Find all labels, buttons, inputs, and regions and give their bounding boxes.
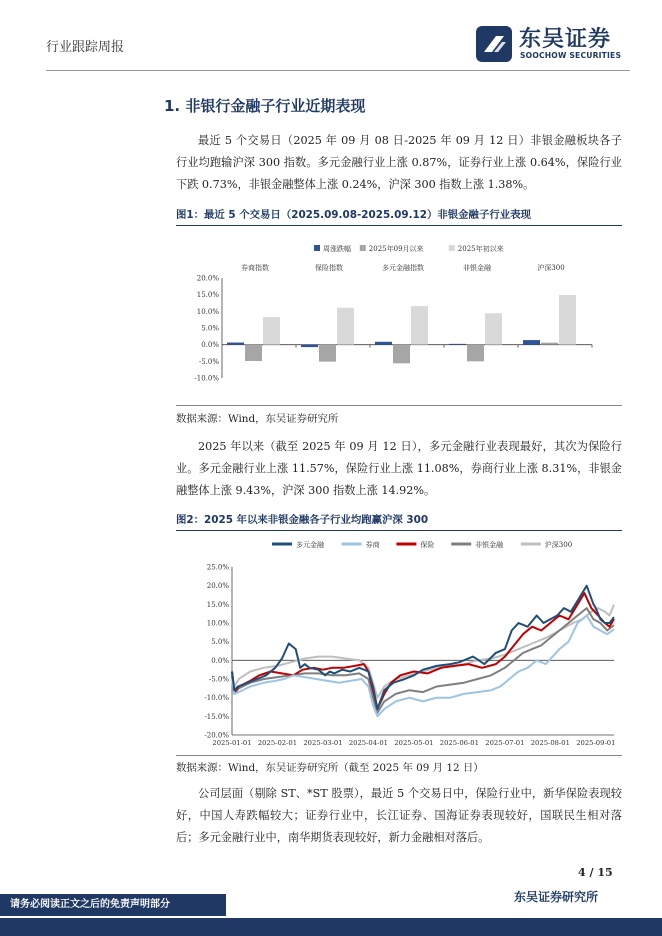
category-label-3: 非银金融: [463, 264, 491, 272]
legend-label-2: 2025年初以来: [457, 245, 504, 253]
y-tick-6: -5.0%: [208, 675, 229, 684]
section-title: 1. 非银行金融子行业近期表现: [164, 97, 366, 115]
report-type-label: 行业跟踪周报: [46, 40, 125, 55]
brand-name-en: SOOCHOW SECURITIES: [520, 51, 622, 60]
y-tick-2: 10.0%: [196, 307, 219, 316]
legend-text-3: 非银金融: [475, 541, 504, 549]
bar-0-2: [263, 317, 280, 345]
y-tick-4: 0.0%: [201, 341, 219, 350]
x-tick-2: 2025-03-01: [303, 739, 343, 747]
y-tick-8: -15.0%: [204, 712, 229, 721]
legend-text-2: 保险: [420, 541, 435, 549]
y-tick-0: 20.0%: [196, 274, 219, 283]
header-divider: [46, 70, 630, 71]
figure2-svg: [176, 533, 622, 755]
figure2-title: 图2：2025 年以来非银金融各子行业均跑赢沪深 300: [176, 511, 622, 531]
figure1-chart: [176, 228, 622, 410]
figure1-title: 图1：最近 5 个交易日（2025.09.08-2025.09.12）非银金融子行业表现: [176, 206, 622, 226]
category-label-0: 券商指数: [241, 264, 269, 272]
page-number: 4 / 15: [578, 866, 613, 879]
x-tick-1: 2025-02-01: [257, 739, 298, 747]
x-tick-5: 2025-06-01: [439, 739, 479, 747]
y-tick-3: 10.0%: [206, 619, 229, 628]
legend-label-1: 2025年09月以来: [368, 245, 424, 253]
figure2-bottom-rule: [176, 755, 622, 756]
bar-3-2: [485, 313, 502, 344]
bar-4-2: [559, 295, 576, 345]
figure1-source: 数据来源：Wind，东吴证券研究所: [176, 413, 339, 425]
paragraph-company-level: 公司层面（剔除 ST、*ST 股票），最近 5 个交易日中，保险行业中，新华保险表现较好，中国人寿跌幅较大；证券行业中，长江证券、国海证券表现较好，国联民生相对落后；多元金融行业中，南华期货表现较好，新力金融相对落后。: [176, 787, 622, 844]
brand-logo: [474, 22, 624, 66]
y-tick-5: 0.0%: [211, 656, 229, 665]
category-label-2: 多元金融指数: [382, 264, 424, 272]
y-tick-0: 25.0%: [206, 563, 229, 572]
figure1-svg: [176, 228, 622, 406]
legend-text-4: 沪深300: [544, 541, 573, 549]
figure1-bottom-rule: [176, 405, 622, 406]
paragraph-weekly-performance: 最近 5 个交易日（2025 年 09 月 08 日-2025 年 09 月 12 日）非银金融板块各子行业均跑输沪深 300 指数。多元金融行业上涨 0.87%，证券行业上涨 0.64%，保险行业下跌 0.73%，非银金融整体上涨 0.24%，沪深 300 指数上涨 1.38%。: [176, 134, 622, 191]
logo-mark-icon: [474, 24, 514, 64]
brand-name-cn: 东吴证券: [519, 27, 612, 52]
y-tick-7: -10.0%: [204, 694, 229, 703]
x-tick-6: 2025-07-01: [485, 739, 525, 747]
category-label-1: 保险指数: [315, 264, 343, 272]
series-line-0: [232, 586, 614, 709]
y-tick-1: 15.0%: [196, 291, 219, 300]
bar-2-1: [393, 345, 410, 364]
category-label-4: 沪深300: [537, 264, 565, 272]
y-tick-2: 15.0%: [206, 600, 229, 609]
x-tick-7: 2025-08-01: [530, 739, 570, 747]
legend-swatch-2: [449, 245, 455, 251]
bar-0-0: [227, 343, 244, 345]
x-tick-0: 2025-01-01: [212, 739, 252, 747]
y-tick-4: 5.0%: [211, 638, 229, 647]
legend-swatch-0: [314, 245, 320, 251]
y-tick-3: 5.0%: [201, 324, 219, 333]
x-tick-3: 2025-04-01: [348, 739, 389, 747]
bar-4-1: [541, 343, 558, 345]
page-total: 15: [597, 866, 613, 879]
y-tick-6: -10.0%: [194, 374, 219, 383]
bar-3-0: [449, 344, 466, 345]
bar-4-0: [523, 340, 540, 345]
footer-band: [0, 918, 662, 936]
figure2-chart: [176, 533, 622, 759]
y-tick-1: 20.0%: [206, 582, 229, 591]
bar-2-0: [375, 342, 392, 345]
x-tick-8: 2025-09-01: [576, 739, 616, 747]
y-tick-9: -20.0%: [204, 731, 229, 740]
bar-3-1: [467, 345, 484, 362]
legend-text-1: 券商: [365, 541, 380, 549]
page-current: 4: [578, 866, 586, 879]
y-tick-5: -5.0%: [198, 357, 219, 366]
figure2-source: 数据来源：Wind，东吴证券研究所（截至 2025 年 09 月 12 日）: [176, 762, 484, 774]
series-line-1: [232, 616, 614, 717]
bar-1-2: [337, 308, 354, 345]
x-tick-4: 2025-05-01: [394, 739, 434, 747]
footer-disclaimer[interactable]: 请务必阅读正文之后的免责声明部分: [0, 894, 226, 916]
legend-text-0: 多元金融: [296, 541, 324, 549]
legend-label-0: 周涨跌幅: [323, 245, 351, 253]
bar-1-0: [301, 345, 318, 347]
bar-1-1: [319, 345, 336, 362]
legend-swatch-1: [360, 245, 366, 251]
bar-2-2: [411, 306, 428, 345]
footer-institute: 东吴证券研究所: [514, 890, 599, 904]
bar-0-1: [245, 345, 262, 361]
paragraph-ytd-performance: 2025 年以来（截至 2025 年 09 月 12 日），多元金融行业表现最好，其次为保险行业。多元金融行业上涨 11.57%，保险行业上涨 11.08%，券商行业上涨 8.31%，非银金融整体上涨 9.43%，沪深 300 指数上涨 14.92%。: [176, 440, 622, 497]
